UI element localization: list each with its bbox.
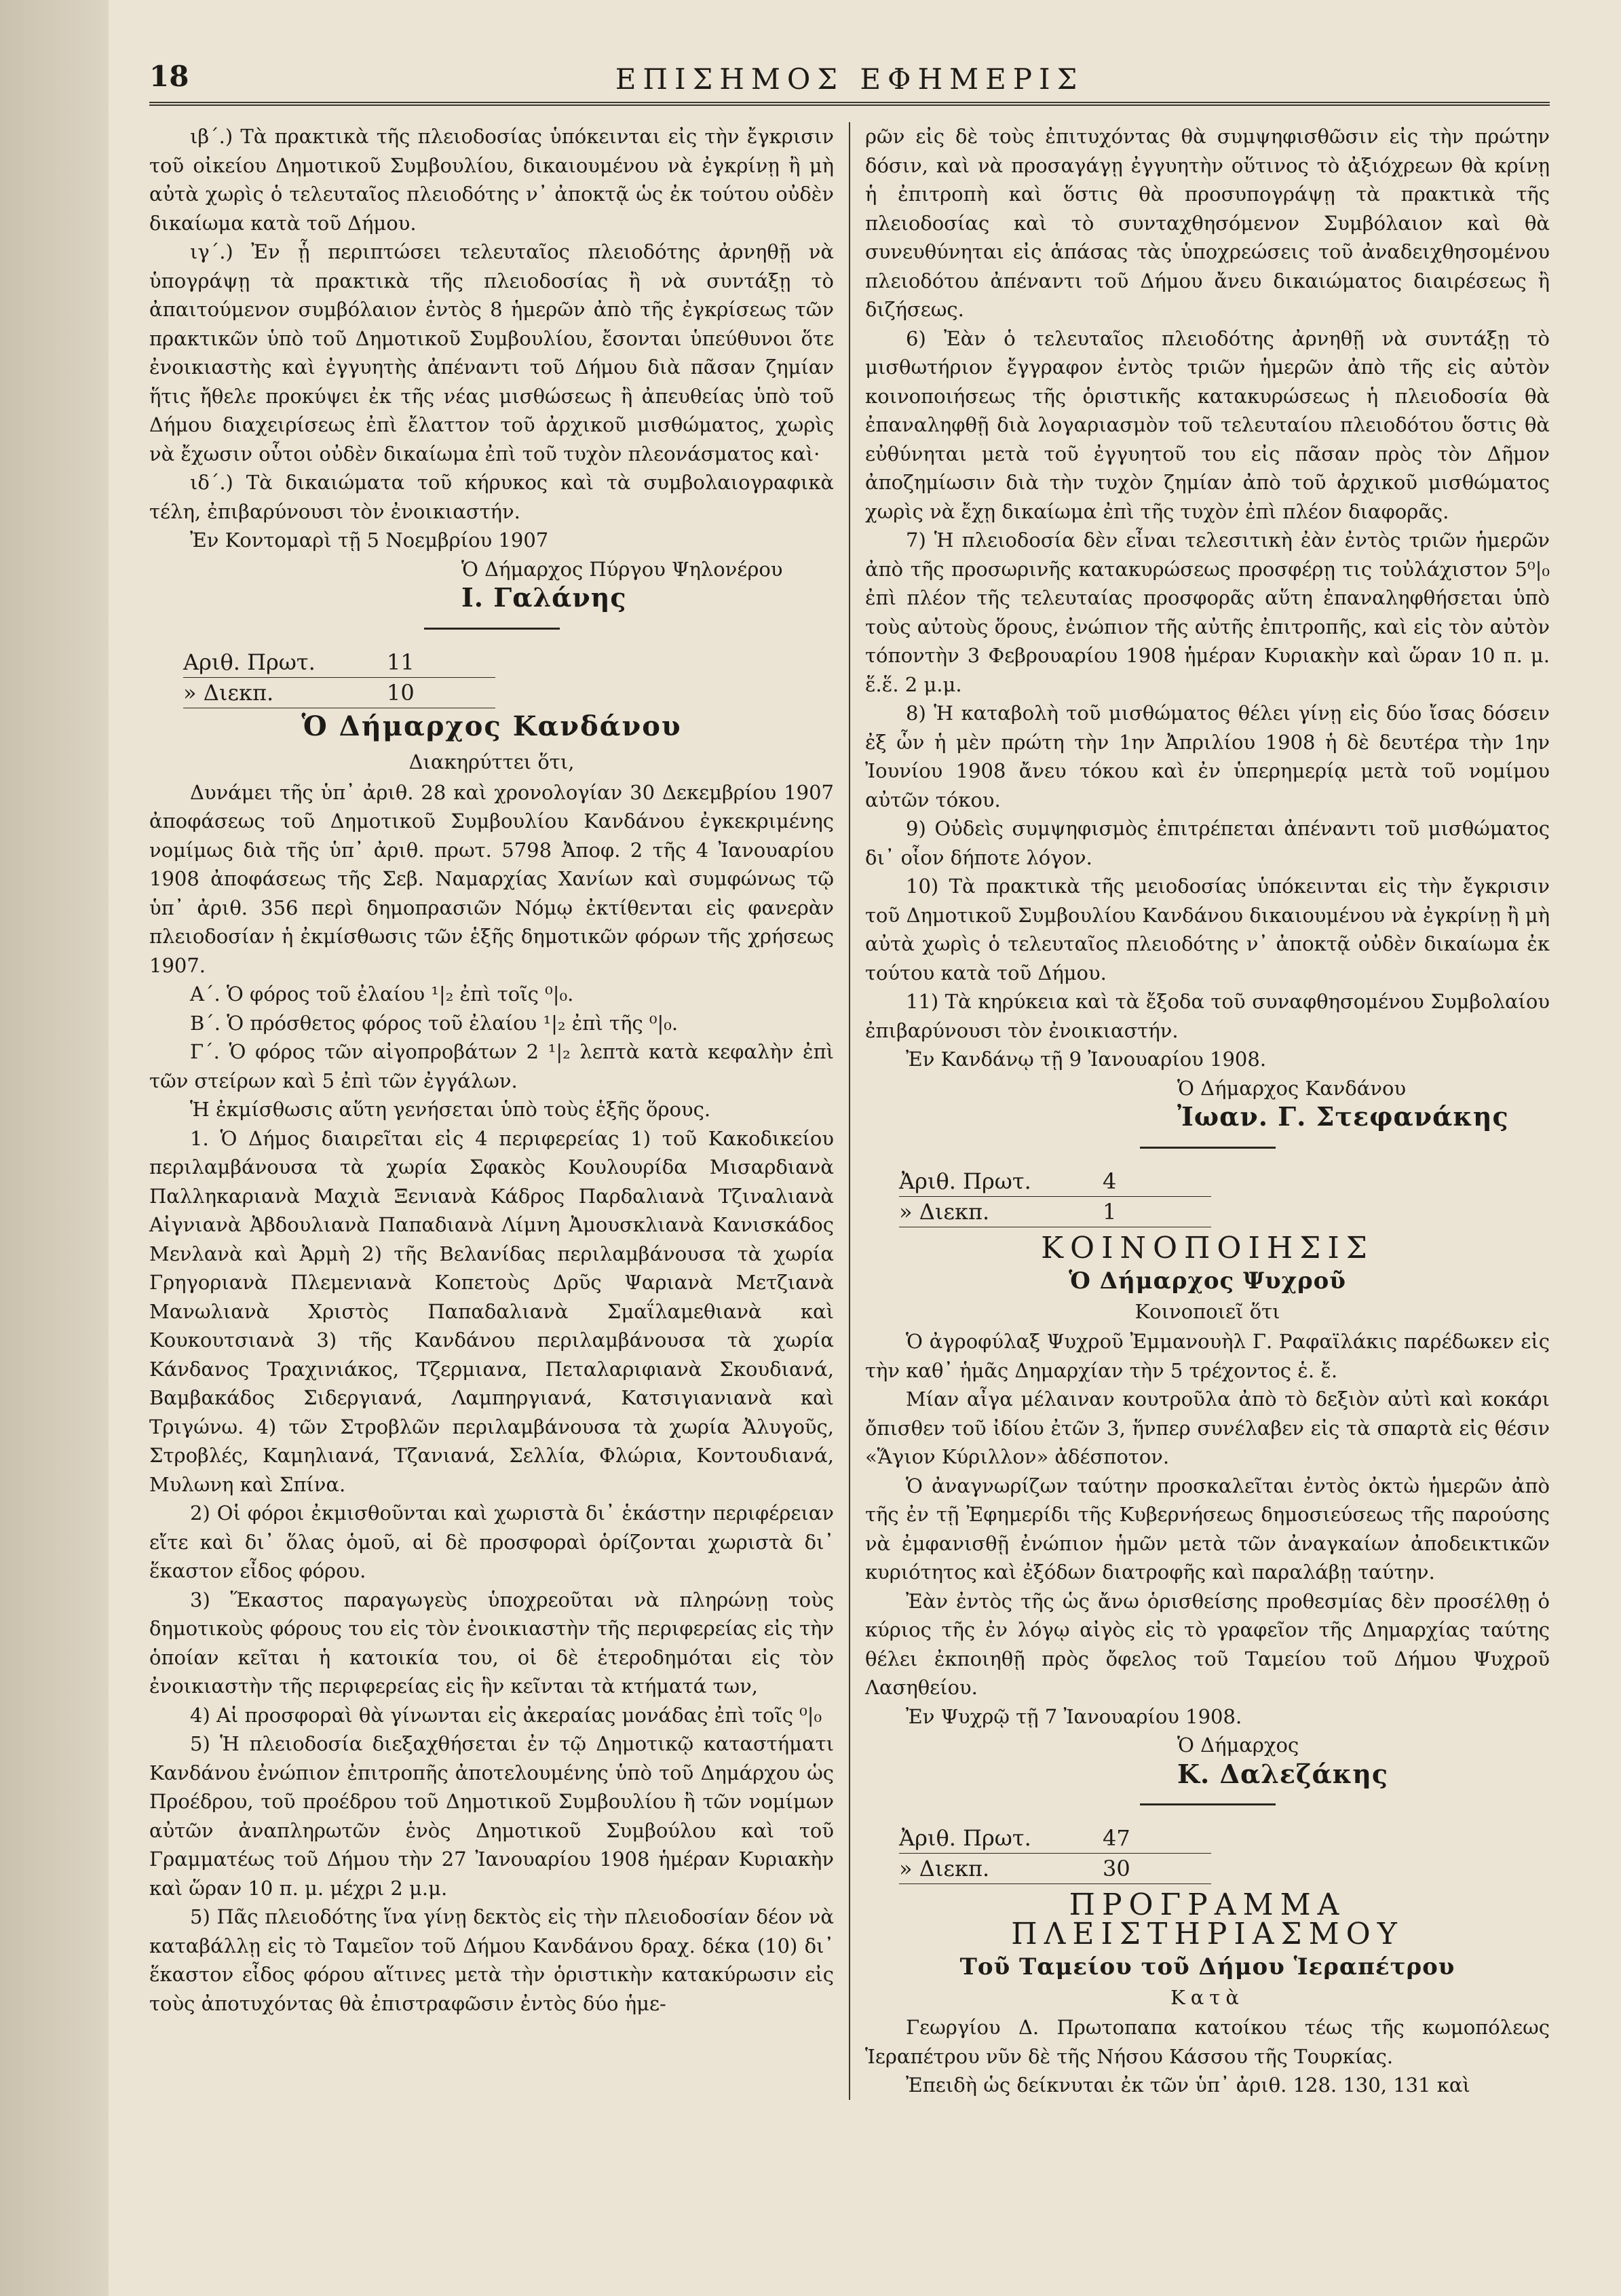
date-line: Ἐν Κανδάνῳ τῇ 9 Ἰανουαρίου 1908. [906,1048,1267,1071]
registry-label: Ἀριθ. Πρωτ. [899,1825,1031,1851]
signature-block [865,1731,1550,1788]
registry-row [899,1197,1211,1227]
paragraph: Ὁ ἀναγνωρίζων ταύτην προσκαλεῖται ἐντὸς ὀκτὼ ἡμερῶν ἀπὸ τῆς ἐν τῇ Ἐφημερίδι τῆς Κυβερνήσεως δημοσιεύσεως τῆς παρούσης νὰ ἐμφανισθῇ ἐνώπιον ἡμῶν μετὰ τῶν ἀναγκαίων ἀποδεικτικῶν κυριότητος καὶ ἐξόδων διατροφῆς καὶ παραλάβῃ ταύτην. [865,1474,1550,1584]
section-rule [1140,1147,1276,1149]
signature-title: Ὁ Δήμαρχος Κανδάνου [1177,1076,1407,1100]
signature-title: Ὁ Δήμαρχος [1177,1734,1299,1757]
registry-numbers [149,647,834,708]
left-column [149,122,849,2100]
paragraph: 8) Ἡ καταβολὴ τοῦ μισθώματος θέλει γίνῃ εἰς δύο ἴσας δόσειν ἐξ ὧν ἡ μὲν πρώτη τὴν 1ην Ἀπριλίου 1908 ἡ δὲ δευτέρα τὴν 1ην Ἰουνίου 1908 ἄνευ τόκου καὶ ἐν ὑπερημερίᾳ μετὰ τοῦ νομίμου αὐτῶν τόκου. [865,702,1550,811]
registry-label: Αριθ. Πρωτ. [183,649,316,675]
section-heading: ΚΟΙΝΟΠΟΙΗΣΙΣ [1041,1230,1374,1265]
paragraph: 2) Οἱ φόροι ἐκμισθοῦνται καὶ χωριστὰ δι᾽ ἑκάστην περιφέρειαν εἴτε καὶ δι᾽ ὅλας ὁμοῦ, αἱ δὲ προσφοραὶ ὁρίζονται χωριστὰ δι᾽ ἕκαστον εἶδος φόρου. [149,1501,834,1582]
section-subheading: Κατὰ [1170,1985,1244,2009]
paragraph: 9) Οὐδεὶς συμψηφισμὸς ἐπιτρέπεται ἀπέναντι τοῦ μισθώματος δι᾽ οἷον δήποτε λόγον. [865,817,1550,869]
paragraph: 6) Ἐὰν ὁ τελευταῖος πλειοδότης ἀρνηθῇ νὰ συντάξῃ τὸ μισθωτήριον ἔγγραφον ἐντὸς τριῶν ἡμερῶν ἀπὸ τῆς εἰς αὐτὸν κοινοποιήσεως τῆς ὁριστικῆς κατακυρώσεως ἡ πλειοδοσία θὰ ἐπαναληφθῇ διὰ λογαριασμὸν τοῦ τελευταίου πλειοδότου ὅστις θὰ εὐθύνηται μετὰ τοῦ ἐγγυητοῦ του εἰς πᾶσαν πρὸς τὸν Δῆμον ἀποζημίωσιν διὰ τὴν τυχὸν ζημίαν ἀπὸ τοῦ ἀρχικοῦ μισθώματος χωρὶς νὰ ἔχῃ δικαίωμα ἐπὶ τῆς τυχὸν ἐπὶ πλέον διαφορᾶς. [865,326,1550,523]
registry-row [183,678,495,708]
signature-title: Ὁ Δήμαρχος Πύργου Ψηλονέρου [461,557,783,581]
paragraph: ιδ΄.) Τὰ δικαιώματα τοῦ κήρυκος καὶ τὰ συμβολαιογραφικὰ τέλη, ἐπιβαρύνουσι τὸν ἐνοικιαστήν. [149,471,834,523]
paragraph: ρῶν εἰς δὲ τοὺς ἐπιτυχόντας θὰ συμψηφισθῶσιν εἰς τὴν πρώτην δόσιν, καὶ νὰ προσαγάγῃ ἐγγυητὴν οὕτινος τὸ ἀξιόχρεων θὰ κρίνῃ ἡ ἐπιτροπὴ καὶ ὅστις θὰ προσυπογράψῃ τὰ πρακτικὰ τῆς πλειοδοσίας καὶ τὸ συνταχθησόμενον Συμβόλαιον καὶ θὰ συνευθύνηται εἰς ἁπάσας τὰς ὑποχρεώσεις τοῦ ἀναδειχθησομένου πλειοδότου ἀπέναντι τοῦ Δήμου ἄνευ δικαιώματος διαιρέσεως ἢ διζήσεως. [865,125,1550,321]
paragraph: 10) Τὰ πρακτικὰ τῆς μειοδοσίας ὑπόκεινται εἰς τὴν ἔγκρισιν τοῦ Δημοτικοῦ Συμβουλίου Κανδάνου δικαιουμένου νὰ ἐγκρίνῃ ἢ μὴ αὐτὰ χωρὶς ὁ τελευταῖος πλειοδότης ν᾽ ἀποκτᾷ οὐδὲν δικαίωμα ἐκ τούτου κατὰ τοῦ Δήμου. [865,875,1550,984]
signature-name: Ι. Γαλάνης [461,582,627,613]
section-subheading: Διακηρύττει ὅτι, [408,750,575,773]
registry-row [899,1823,1211,1854]
paragraph: Ἐὰν ἐντὸς τῆς ὡς ἄνω ὁρισθείσης προθεσμίας δὲν προσέλθῃ ὁ κύριος τῆς ἐν λόγῳ αἰγὸς εἰς τὸ γραφεῖον τῆς Δημαρχίας ταύτης θέλει ἐκποιηθῇ πρὸς ὄφελος τοῦ Ταμείου τοῦ Δήμου Ψυχροῦ Λασηθείου. [865,1589,1550,1699]
page-header [149,54,1550,106]
page-edge-shadow [0,0,109,2296]
section-subheading: Ὁ Δήμαρχος Ψυχροῦ [1069,1267,1346,1295]
registry-value: 1 [1103,1198,1117,1225]
registry-value: 4 [1103,1168,1117,1194]
signature-block [149,555,834,613]
paragraph: 11) Τὰ κηρύκεια καὶ τὰ ἔξοδα τοῦ συναφθησομένου Συμβολαίου ἐπιβαρύνουσι τὸν ἐνοικιαστήν. [865,990,1550,1042]
registry-label: Ἀριθ. Πρωτ. [899,1168,1031,1194]
paragraph: 1. Ὁ Δήμος διαιρεῖται εἰς 4 περιφερείας 1) τοῦ Κακοδικείου περιλαμβάνουσα τὰ χωρία Σφακὸς Κουλουρίδα Μισαρδιανὰ Παλληκαριανὰ Μαχιὰ Ξενιανὰ Κάδρος Παρδαλιανὰ Τζιναλιανὰ Αἰγνιανὰ Ἀβδουλιανὰ Παπαδιανὰ Λίμνη Ἀμουσκλιανὰ Κανισκάδος Μενλανὰ καὶ Ἀρμὴ 2) τῆς Βελανίδας περιλαμβάνουσα τὰ χωρία Γρηγοριανὰ Πλεμενιανὰ Κοπετοὺς Δρῦς Ψαριανὰ Μετζιανὰ Μανωλιανὰ Χριστὸς Παπαδαλιανὰ Σμαΐλαμεθιανὰ καὶ Κουκουτσιανὰ 3) τῆς Κανδάνου περιλαμβάνουσα τὰ χωρία Κάνδανος Τραχινιάκος, Τζερμιανα, Πεταλαριφιανὰ Σκουδιανά, Βαμβακάδος Σιδεργιανά, Λαμπηργιανά, Κατσιγιανιανὰ καὶ Τριγώνω. 4) τῶν Στροβλῶν περιλαμβάνουσα τὰ χωρία Ἀλυγοῦς, Στροβλές, Καμηλιανά, Τζανιανά, Σελλία, Φλώρια, Κοντουδιανά, Μυλωνη καὶ Σπίνα. [149,1126,834,1496]
paragraph: Μίαν αἶγα μέλαιναν κουτροῦλα ἀπὸ τὸ δεξιὸν αὐτὶ καὶ κοκάρι ὄπισθεν τοῦ ἰδίου ἐτῶν 3, ἥνπερ συνέλαβεν εἰς τὰ σπαρτὰ εἰς θέσιν «Ἅγιον Κύριλλον» ἀδέσποτον. [865,1388,1550,1468]
registry-value: 30 [1103,1856,1130,1881]
paragraph: Γεωργίου Δ. Πρωτοπαπα κατοίκου τέως τῆς κωμοπόλεως Ἱεραπέτρου νῦν δὲ τῆς Νήσου Κάσσου τῆς Τουρκίας. [865,2016,1550,2068]
section-heading: Ὁ Δήμαρχος Κανδάνου [301,710,682,742]
signature-block [865,1074,1550,1132]
section-subheading: Κοινοποιεῖ ὅτι [1134,1299,1280,1323]
registry-row [899,1854,1211,1884]
paragraph: Δυνάμει τῆς ὑπ᾽ ἀριθ. 28 καὶ χρονολογίαν 30 Δεκεμβρίου 1907 ἀποφάσεως τοῦ Δημοτικοῦ Συμβουλίου Κανδάνου ἐγκεκριμένης νομίμως διὰ τῆς ὑπ᾽ ἀριθ. πρωτ. 5798 Ἀποφ. 2 τῆς 4 Ἰανουαρίου 1908 ἀποφάσεως τῆς Σεβ. Ναμαρχίας Χανίων καὶ συμφώνως τῷ ὑπ᾽ ἀριθ. 356 περὶ δημοπρασιῶν Νόμῳ ἐκτίθενται εἰς φανερὰν πλειοδοσίαν ἡ ἐκμίσθωσις τῶν ἑξῆς δημοτικῶν φόρων τῆς χρήσεως 1907. [149,780,834,977]
registry-row [899,1166,1211,1197]
registry-row [183,647,495,678]
section-rule [424,628,560,630]
paragraph: 5) Ἡ πλειοδοσία διεξαχθήσεται ἐν τῷ Δημοτικῷ καταστήματι Κανδάνου ἐνώπιον ἐπιτροπῆς ἀποτελουμένης ὑπὸ τοῦ Δημάρχου ὡς Προέδρου, τοῦ προέδρου τοῦ Δημοτικοῦ Συμβουλίου ἢ τῶν νομίμων αὐτῶν ἀναπληρωτῶν ἑνὸς Δημοτικοῦ Συμβούλου καὶ τοῦ Γραμματέως τοῦ Δήμου τὴν 27 Ἰανουαρίου 1908 ἡμέραν Κυριακὴν καὶ ὥραν 10 π. μ. μέχρι 2 μ.μ. [149,1732,834,1900]
section-rule [1140,1803,1276,1805]
section-heading: ΠΡΟΓΡΑΜΜΑ ΠΛΕΙΣΤΗΡΙΑΣΜΟΥ [1011,1888,1404,1951]
paragraph: 7) Ἡ πλειοδοσία δὲν εἶναι τελεσιτικὴ ἐὰν ἐντὸς τριῶν ἡμερῶν ἀπὸ τῆς προσωρινῆς κατακυρώσεως προσφέρῃ τις τοὐλάχιστον 5⁰|₀ ἐπὶ πλέον τῆς τελευταίας προσφορᾶς αὕτη ἐπαναληφθήσεται ὑπὸ τοὺς αὐτοὺς ὅρους, ἐνώπιον τῆς αὐτῆς ἐπιτροπῆς, καὶ εἰς τὸν αὐτὸν τόποντὴν 3 Φεβρουαρίου 1908 ἡμέραν Κυριακὴν καὶ ὥραν 10 π. μ. ἕ.ἕ. 2 μ.μ. [865,529,1550,696]
running-title: ΕΠΙΣΗΜΟΣ ΕΦΗΜΕΡΙΣ [615,62,1084,96]
paragraph: ιβ΄.) Τὰ πρακτικὰ τῆς πλειοδοσίας ὑπόκεινται εἰς τὴν ἔγκρισιν τοῦ οἰκείου Δημοτικοῦ Συμβουλίου, δικαιουμένου νὰ ἐγκρίνῃ ἢ μὴ αὐτὰ χωρὶς ὁ τελευταῖος πλειοδότης ν᾽ ἀποκτᾷ ὡς ἐκ τούτου οὐδὲν δικαίωμα κατὰ τοῦ Δήμου. [149,125,834,235]
registry-label: » Διεκπ. [899,1198,990,1225]
paragraph: Α΄. Ὁ φόρος τοῦ ἐλαίου ¹|₂ ἐπὶ τοῖς ⁰|₀. [190,982,574,1006]
signature-name: Ἰωαν. Γ. Στεφανάκης [1177,1101,1509,1132]
paragraph: 5) Πᾶς πλειοδότης ἵνα γίνῃ δεκτὸς εἰς τὴν πλειοδοσίαν δέον νὰ καταβάλλῃ εἰς τὸ Ταμεῖον τοῦ Δήμου Κανδάνου δραχ. δέκα (10) δι᾽ ἕκαστον εἶδος φόρου αἵτινες μετὰ τὴν ὁριστικὴν κατακύρωσιν εἰς τοὺς ἀποτυχόντας θὰ ἐπιστραφῶσιν ἐντὸς δύο ἡμε- [149,1905,834,2015]
paragraph: Β΄. Ὁ πρόσθετος φόρος τοῦ ἐλαίου ¹|₂ ἐπὶ τῆς ⁰|₀. [190,1011,679,1035]
text-columns [149,122,1550,2100]
paragraph: ιγ΄.) Ἐν ᾗ περιπτώσει τελευταῖος πλειοδότης ἀρνηθῇ νὰ ὑπογράψῃ τὰ πρακτικὰ τῆς πλειοδοσίας ἢ νὰ συντάξῃ τὸ ἀπαιτούμενον συμβόλαιον ἐντὸς 8 ἡμερῶν ἀπὸ τῆς ἐγκρίσεως τῶν πρακτικῶν ὑπὸ τοῦ Δημοτικοῦ Συμβουλίου, ἔσονται ὑπεύθυνοι ὅτε ἐνοικιαστὴς καὶ ἐγγυητὴς ἀπέναντι τοῦ Δήμου διὰ πᾶσαν ζημίαν ἥτις ἤθελε προκύψει ἐκ τῆς νέας μισθώσεως ἢ ἀπευθείας ὑπὸ τοῦ Δήμου διαχειρίσεως ἐπὶ ἔλαττον τοῦ ἀρχικοῦ μισθώματος, χωρὶς νὰ ἔχωσιν οὗτοι οὐδὲν δικαίωμα ἐπὶ τοῦ τυχὸν πλεονάσματος καὶ· [149,240,834,465]
registry-label: » Διεκπ. [183,679,274,706]
registry-numbers [865,1823,1550,1884]
paragraph: Γ΄. Ὁ φόρος τῶν αἰγοπροβάτων 2 ¹|₂ λεπτὰ κατὰ κεφαλὴν ἐπὶ τῶν στείρων καὶ 5 ἐπὶ τῶν ἐγγάλων. [149,1040,834,1092]
page-number: 18 [149,60,189,93]
registry-numbers [865,1166,1550,1227]
paragraph: 4) Αἱ προσφοραὶ θὰ γίνωνται εἰς ἀκεραίας μονάδας ἐπὶ τοῖς ⁰|₀ [190,1703,822,1727]
paragraph: Ἡ ἐκμίσθωσις αὕτη γενήσεται ὑπὸ τοὺς ἑξῆς ὅρους. [190,1098,711,1121]
paragraph: 3) Ἕκαστος παραγωγεὺς ὑποχρεοῦται νὰ πληρώνῃ τοὺς δημοτικοὺς φόρους του εἰς τὸν ἐνοικιαστὴν τῆς περιφερείας εἰς τὴν ὁποίαν κεῖται ἡ κατοικία του, οἱ δὲ ἑτεροδημόται εἰς τὸν ἐνοικιαστὴν τῆς περιφερείας εἰς ἣν κεῖνται τὰ κτήματά των, [149,1588,834,1698]
date-line: Ἐν Κοντομαρὶ τῇ 5 Νοεμβρίου 1907 [190,529,549,552]
registry-value: 10 [387,679,415,706]
registry-label: » Διεκπ. [899,1856,990,1881]
paragraph: Ὁ ἀγροφύλαξ Ψυχροῦ Ἐμμανουὴλ Γ. Ραφαϊλάκις παρέδωκεν εἰς τὴν καθ᾽ ἡμᾶς Δημαρχίαν τὴν 5 τρέχοντος ἑ. ἔ. [865,1330,1550,1382]
date-line: Ἐν Ψυχρῷ τῇ 7 Ἰανουαρίου 1908. [906,1704,1242,1728]
registry-value: 11 [387,649,415,675]
right-column [849,122,1550,2100]
signature-name: Κ. Δαλεζάκης [1177,1758,1388,1789]
registry-value: 47 [1103,1825,1130,1851]
paragraph: Ἐπειδὴ ὡς δείκνυται ἐκ τῶν ὑπ᾽ ἀριθ. 128. 130, 131 καὶ [906,2073,1470,2097]
section-subheading: Τοῦ Ταμείου τοῦ Δήμου Ἱεραπέτρου [959,1953,1455,1981]
